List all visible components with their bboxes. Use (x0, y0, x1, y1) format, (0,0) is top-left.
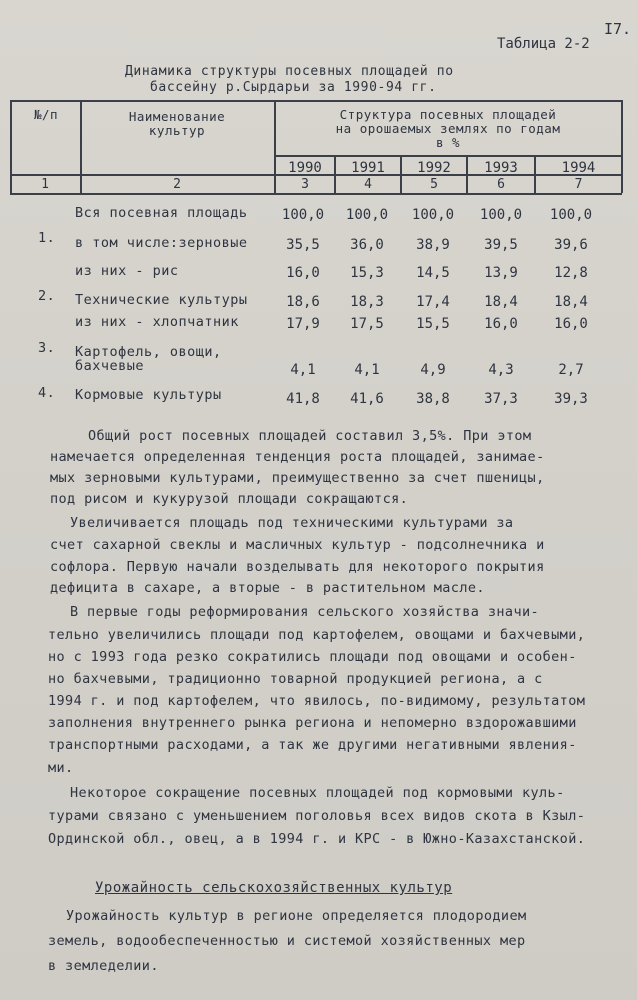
row-number: 2. (38, 288, 56, 304)
column-number-7: 7 (574, 177, 583, 192)
text-line: Некоторое сокращение посевных площадей под кормовыми куль- (70, 785, 565, 801)
text-line: заполнения внутреннего рынка региона и непомерно вздорожавшими (48, 715, 577, 731)
value-cell: 18,4 (554, 294, 588, 310)
year-1994: 1994 (561, 160, 596, 176)
text-line: но бахчевыми, традиционно товарной продукцией региона, а с (48, 671, 543, 687)
text-line: ми. (48, 760, 74, 776)
column-number-1: 1 (41, 177, 49, 192)
value-cell: 2,7 (558, 362, 584, 378)
year-1991: 1991 (351, 160, 385, 176)
text-line: софлора. Первую начали возделывать для некоторого покрытия (50, 559, 545, 575)
text-line: Увеличивается площадь под техническими культурами за (70, 515, 514, 531)
text-line: тельно увеличились площади под картофелем, овощами и бахчевыми, (48, 627, 586, 643)
value-cell: 39,5 (484, 237, 518, 253)
row-number: 4. (38, 385, 56, 401)
column-number-2: 2 (173, 177, 181, 192)
row-name: Технические культуры (75, 292, 248, 308)
page-number: I7. (604, 20, 632, 38)
text-line: счет сахарной свеклы и масличных культур - подсолнечника и (50, 537, 545, 553)
text-line: 1994 г. и под картофелем, что явилось, по-видимому, результатом (48, 693, 586, 709)
value-cell: 100,0 (479, 207, 523, 223)
value-cell: 16,0 (286, 265, 320, 281)
value-cell: 35,5 (286, 237, 320, 253)
value-cell: 18,6 (286, 294, 320, 310)
value-cell: 18,3 (350, 294, 384, 310)
value-cell: 100,0 (411, 207, 455, 223)
header-crop-name-line-1: Наименование (128, 109, 226, 124)
row-name: Кормовые культуры (75, 387, 222, 403)
value-cell: 41,8 (286, 391, 320, 407)
value-cell: 18,4 (484, 294, 518, 310)
text-line: под рисом и кукурузой площади сокращаются. (50, 491, 409, 507)
text-line: Ординской обл., овец, а в 1994 г. и КРС - в Южно-Казахстанской. (48, 831, 586, 847)
row-number: 1. (38, 230, 56, 246)
text-line: земель, водообеспеченностью и системой хозяйственных мер (48, 933, 526, 949)
column-number-4: 4 (364, 177, 372, 192)
text-line: турами связано с уменьшением поголовья всех видов скота в Кзыл- (48, 808, 586, 824)
table-caption-line-1: Динамика структуры посевных площадей по (125, 64, 454, 79)
value-cell: 39,6 (554, 237, 588, 253)
value-cell: 100,0 (281, 207, 325, 223)
value-cell: 4,3 (488, 362, 514, 378)
text-line: Общий рост посевных площадей составил 3,5%. При этом (88, 428, 532, 444)
value-cell: 15,5 (416, 316, 450, 332)
header-structure-line-3: в % (435, 135, 461, 150)
row-name: из них - рис (75, 263, 179, 279)
text-line: в земледелии. (48, 958, 159, 974)
row-name: из них - хлопчатник (75, 314, 239, 330)
value-cell: 13,9 (484, 265, 518, 281)
value-cell: 39,3 (554, 391, 588, 407)
row-name-continuation: бахчевые (75, 358, 145, 374)
value-cell: 38,9 (416, 237, 450, 253)
row-name: в том числе:зерновые (75, 235, 248, 251)
value-cell: 37,3 (484, 391, 518, 407)
text-line: Урожайность культур в регионе определяется плодородием (66, 908, 527, 924)
text-line: мых зерновыми культурами, преимущественно за счет пшеницы, (50, 470, 545, 486)
text-line: но с 1993 года резко сократились площади под овощами и особен- (48, 649, 577, 665)
header-number: №/п (33, 107, 59, 122)
value-cell: 41,6 (350, 391, 384, 407)
value-cell: 100,0 (345, 207, 389, 223)
column-number-3: 3 (301, 177, 309, 192)
table-caption-line-2: бассейну р.Сырдарьи за 1990-94 гг. (150, 80, 437, 95)
value-cell: 16,0 (554, 316, 588, 332)
value-cell: 4,1 (290, 362, 316, 378)
value-cell: 4,1 (354, 362, 380, 378)
value-cell: 16,0 (484, 316, 518, 332)
section-heading: Урожайность сельскохозяйственных культур (95, 880, 453, 896)
value-cell: 17,9 (286, 316, 320, 332)
value-cell: 36,0 (350, 237, 384, 253)
text-line: транспортными расходами, а так же другими негативными явления- (48, 737, 577, 753)
column-number-6: 6 (497, 177, 505, 192)
value-cell: 17,5 (350, 316, 384, 332)
value-cell: 12,8 (554, 265, 588, 281)
text-line: дефицита в сахаре, а вторые - в растительном масле. (50, 580, 485, 596)
text-line: намечается определенная тенденция роста площадей, занимае- (50, 449, 545, 465)
row-name: Вся посевная площадь (75, 205, 248, 221)
header-structure-line-2: на орошаемых землях по годам (335, 121, 561, 136)
year-1992: 1992 (417, 160, 451, 176)
value-cell: 38,8 (416, 391, 450, 407)
row-name: Картофель, овощи, (75, 344, 222, 360)
column-number-5: 5 (430, 177, 438, 192)
table-label: Таблица 2-2 (497, 36, 590, 52)
value-cell: 4,9 (420, 362, 446, 378)
value-cell: 17,4 (416, 294, 450, 310)
year-1993: 1993 (484, 160, 518, 176)
text-line: В первые годы реформирования сельского хозяйства значи- (70, 604, 540, 620)
header-crop-name-line-2: культур (148, 123, 206, 138)
row-number: 3. (38, 340, 56, 356)
value-cell: 15,3 (350, 265, 384, 281)
value-cell: 100,0 (549, 207, 593, 223)
value-cell: 14,5 (416, 265, 450, 281)
year-1990: 1990 (288, 160, 322, 176)
header-structure-line-1: Структура посевных площадей (339, 107, 557, 122)
